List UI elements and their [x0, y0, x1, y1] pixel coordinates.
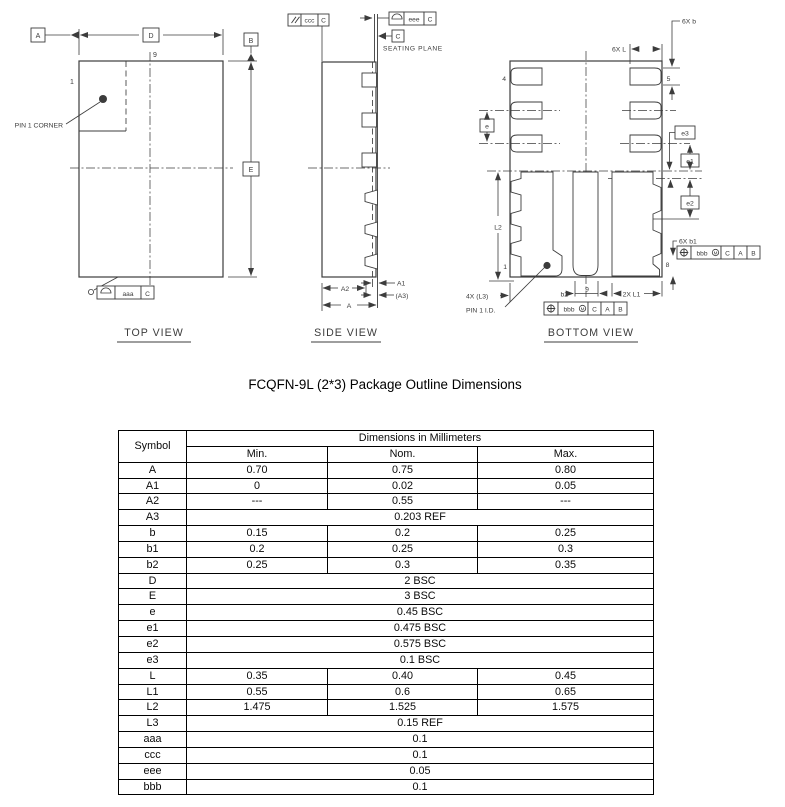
outline-drawing — [0, 0, 785, 370]
nom-cell: 0.6 — [328, 684, 478, 700]
table-row — [119, 763, 654, 779]
dim-e-pitch-label: e — [485, 123, 489, 131]
fcf-bbb-mod: M — [580, 306, 585, 312]
nom-cell: 0.75 — [328, 462, 478, 478]
pin1-id-label: PIN 1 I.D. — [466, 307, 496, 315]
fcf-bbb-frame-bottom — [544, 302, 627, 315]
max-cell: 0.35 — [478, 557, 654, 573]
span-cell: 0.575 BSC — [187, 636, 654, 652]
symbol-cell: eee — [119, 763, 187, 779]
max-cell: 0.45 — [478, 668, 654, 684]
side-pad — [362, 113, 377, 127]
max-cell: 0.05 — [478, 478, 654, 494]
symbol-cell: L3 — [119, 716, 187, 732]
datum-c-label: C — [395, 33, 401, 41]
side-pad — [362, 153, 377, 167]
min-cell: 0.25 — [187, 557, 328, 573]
symbol-header: Symbol — [119, 431, 187, 463]
table-header-row — [119, 446, 654, 462]
table-row — [119, 636, 654, 652]
fcf-bbb-d3: B — [751, 250, 756, 258]
dim-e1-label: e1 — [686, 158, 694, 166]
table-row — [119, 779, 654, 795]
datum-b-triangle-icon — [247, 54, 255, 61]
span-cell: 0.05 — [187, 763, 654, 779]
pin1-leader-line — [66, 102, 100, 124]
min-cell: 0.2 — [187, 541, 328, 557]
side-body-outline — [322, 62, 376, 277]
dim-a2-label: A2 — [340, 285, 350, 293]
nom-cell: 0.2 — [328, 526, 478, 542]
fcf-eee-tol: eee — [408, 16, 420, 24]
fcf-ccc-datum: C — [321, 17, 326, 25]
table-row — [119, 557, 654, 573]
side-bump — [365, 190, 378, 205]
pin-last-label: 9 — [153, 52, 157, 59]
pin-first-label: 1 — [70, 79, 74, 86]
symbol-cell: L — [119, 668, 187, 684]
fcf-bbb-tol: bbb — [563, 306, 575, 314]
dim-a1-label: A1 — [397, 280, 406, 288]
table-row — [119, 541, 654, 557]
nom-cell: 0.55 — [328, 494, 478, 510]
datum-c-triangle-icon — [378, 32, 386, 39]
dim-6xl-label: 6X L — [612, 46, 626, 54]
seating-plane-label: SEATING PLANE — [383, 45, 443, 53]
datum-a-label: A — [35, 33, 41, 40]
symbol-cell: A3 — [119, 510, 187, 526]
bottom-view-caption: BOTTOM VIEW — [547, 327, 635, 339]
bottom-pad — [511, 68, 542, 85]
symbol-cell: A2 — [119, 494, 187, 510]
dim-d-label: D — [148, 33, 154, 40]
nom-cell: 0.40 — [328, 668, 478, 684]
symbol-cell: E — [119, 589, 187, 605]
fcf-bbb-d2: A — [738, 250, 743, 258]
fcf-bbb-d3: B — [618, 306, 623, 314]
max-cell: 0.80 — [478, 462, 654, 478]
symbol-cell: e — [119, 605, 187, 621]
fcf-ccc-frame — [288, 14, 329, 61]
fcf-bbb-d1: C — [725, 250, 730, 258]
min-cell: --- — [187, 494, 328, 510]
min-cell: 0.35 — [187, 668, 328, 684]
table-row — [119, 621, 654, 637]
symbol-cell: b — [119, 526, 187, 542]
max-header: Max. — [478, 446, 654, 462]
pin9-center-pad — [573, 172, 598, 276]
min-cell: 0 — [187, 478, 328, 494]
span-cell: 0.203 REF — [187, 510, 654, 526]
package-body-outline — [79, 61, 223, 277]
fcf-ccc-tol: ccc — [304, 17, 315, 25]
dimensions-table-wrap — [118, 430, 654, 795]
side-view-caption: SIDE VIEW — [314, 327, 378, 339]
fcf-aaa-tol: aaa — [122, 290, 134, 298]
table-row — [119, 716, 654, 732]
table-row — [119, 573, 654, 589]
symbol-cell: L1 — [119, 684, 187, 700]
pin8-label: 8 — [665, 262, 670, 269]
pin5-label: 5 — [666, 76, 671, 83]
side-bump — [365, 222, 378, 237]
nom-cell: 0.3 — [328, 557, 478, 573]
nom-cell: 1.525 — [328, 700, 478, 716]
fcf-bbb-mod: M — [713, 250, 718, 256]
symbol-cell: b1 — [119, 541, 187, 557]
symbol-cell: b2 — [119, 557, 187, 573]
table-row — [119, 605, 654, 621]
pin1-corner-label: PIN 1 CORNER — [14, 122, 63, 130]
table-row — [119, 478, 654, 494]
page-title: FCQFN-9L (2*3) Package Outline Dimensions — [248, 377, 522, 392]
table-row — [119, 700, 654, 716]
dim-l2-label: L2 — [494, 224, 502, 232]
pin1-label: 1 — [503, 264, 507, 271]
min-header: Min. — [187, 446, 328, 462]
span-cell: 0.1 — [187, 779, 654, 795]
dim-b2-label: b2 — [560, 291, 568, 299]
dim-6xb1-label: 6X b1 — [679, 238, 697, 246]
table-header-row — [119, 431, 654, 447]
bottom-view-drawing — [466, 18, 760, 342]
side-view-drawing — [288, 12, 443, 342]
dim-2xl1-label: 2X L1 — [622, 291, 641, 299]
max-cell: 0.65 — [478, 684, 654, 700]
max-cell: 0.3 — [478, 541, 654, 557]
dim-e-label: E — [248, 167, 254, 174]
table-row — [119, 684, 654, 700]
max-cell: --- — [478, 494, 654, 510]
symbol-cell: L2 — [119, 700, 187, 716]
dim-a3-label: (A3) — [395, 292, 409, 300]
top-view-caption: TOP VIEW — [124, 327, 184, 339]
fcf-aaa-frame — [97, 286, 154, 299]
fcf-bbb-d1: C — [592, 306, 597, 314]
fcf-eee-frame — [378, 12, 437, 25]
pin4-label: 4 — [502, 76, 506, 83]
table-row — [119, 526, 654, 542]
max-cell: 0.25 — [478, 526, 654, 542]
group-header: Dimensions in Millimeters — [187, 431, 654, 447]
min-cell: 0.55 — [187, 684, 328, 700]
pin1-corner-dot — [99, 95, 107, 103]
symbol-cell: A1 — [119, 478, 187, 494]
min-cell: 0.15 — [187, 526, 328, 542]
max-cell: 1.575 — [478, 700, 654, 716]
span-cell: 0.45 BSC — [187, 605, 654, 621]
symbol-cell: bbb — [119, 779, 187, 795]
side-pad — [362, 73, 377, 87]
fcf-eee-datum: C — [427, 16, 433, 24]
table-row — [119, 494, 654, 510]
datum-b-label: B — [248, 38, 254, 45]
dim-e3-label: e3 — [681, 130, 689, 138]
symbol-cell: A — [119, 462, 187, 478]
datum-a-triangle-icon — [71, 31, 79, 39]
symbol-cell: ccc — [119, 747, 187, 763]
top-view-drawing — [15, 28, 259, 342]
span-cell: 2 BSC — [187, 573, 654, 589]
table-row — [119, 652, 654, 668]
dim-e2-label: e2 — [686, 200, 694, 208]
fcf-bbb-frame-right — [677, 246, 760, 259]
symbol-cell: e1 — [119, 621, 187, 637]
span-cell: 0.1 — [187, 732, 654, 748]
span-cell: 0.475 BSC — [187, 621, 654, 637]
pin8-big-pad — [612, 172, 661, 276]
min-cell: 1.475 — [187, 700, 328, 716]
dim-a-label: A — [346, 302, 352, 310]
bottom-pad — [630, 68, 661, 85]
table-row — [119, 589, 654, 605]
pin1-big-pad — [511, 172, 562, 276]
span-cell: 0.1 — [187, 747, 654, 763]
dim-6xb-label: 6X b — [682, 18, 696, 26]
span-cell: 0.15 REF — [187, 716, 654, 732]
table-row — [119, 668, 654, 684]
symbol-cell: aaa — [119, 732, 187, 748]
dimensions-table — [118, 430, 654, 795]
symbol-cell: D — [119, 573, 187, 589]
symbol-cell: e3 — [119, 652, 187, 668]
fcf-bbb-tol: bbb — [696, 250, 708, 258]
min-cell: 0.70 — [187, 462, 328, 478]
fcf-bbb-d2: A — [605, 306, 610, 314]
span-cell: 3 BSC — [187, 589, 654, 605]
nom-header: Nom. — [328, 446, 478, 462]
span-cell: 0.1 BSC — [187, 652, 654, 668]
table-row — [119, 732, 654, 748]
nom-cell: 0.02 — [328, 478, 478, 494]
table-row — [119, 510, 654, 526]
pin9-label: 9 — [585, 286, 589, 294]
table-row — [119, 462, 654, 478]
nom-cell: 0.25 — [328, 541, 478, 557]
side-bump — [365, 254, 378, 269]
dim-4xl3-label: 4X (L3) — [466, 293, 489, 301]
symbol-cell: e2 — [119, 636, 187, 652]
table-row — [119, 747, 654, 763]
fcf-aaa-datum: C — [145, 290, 150, 298]
